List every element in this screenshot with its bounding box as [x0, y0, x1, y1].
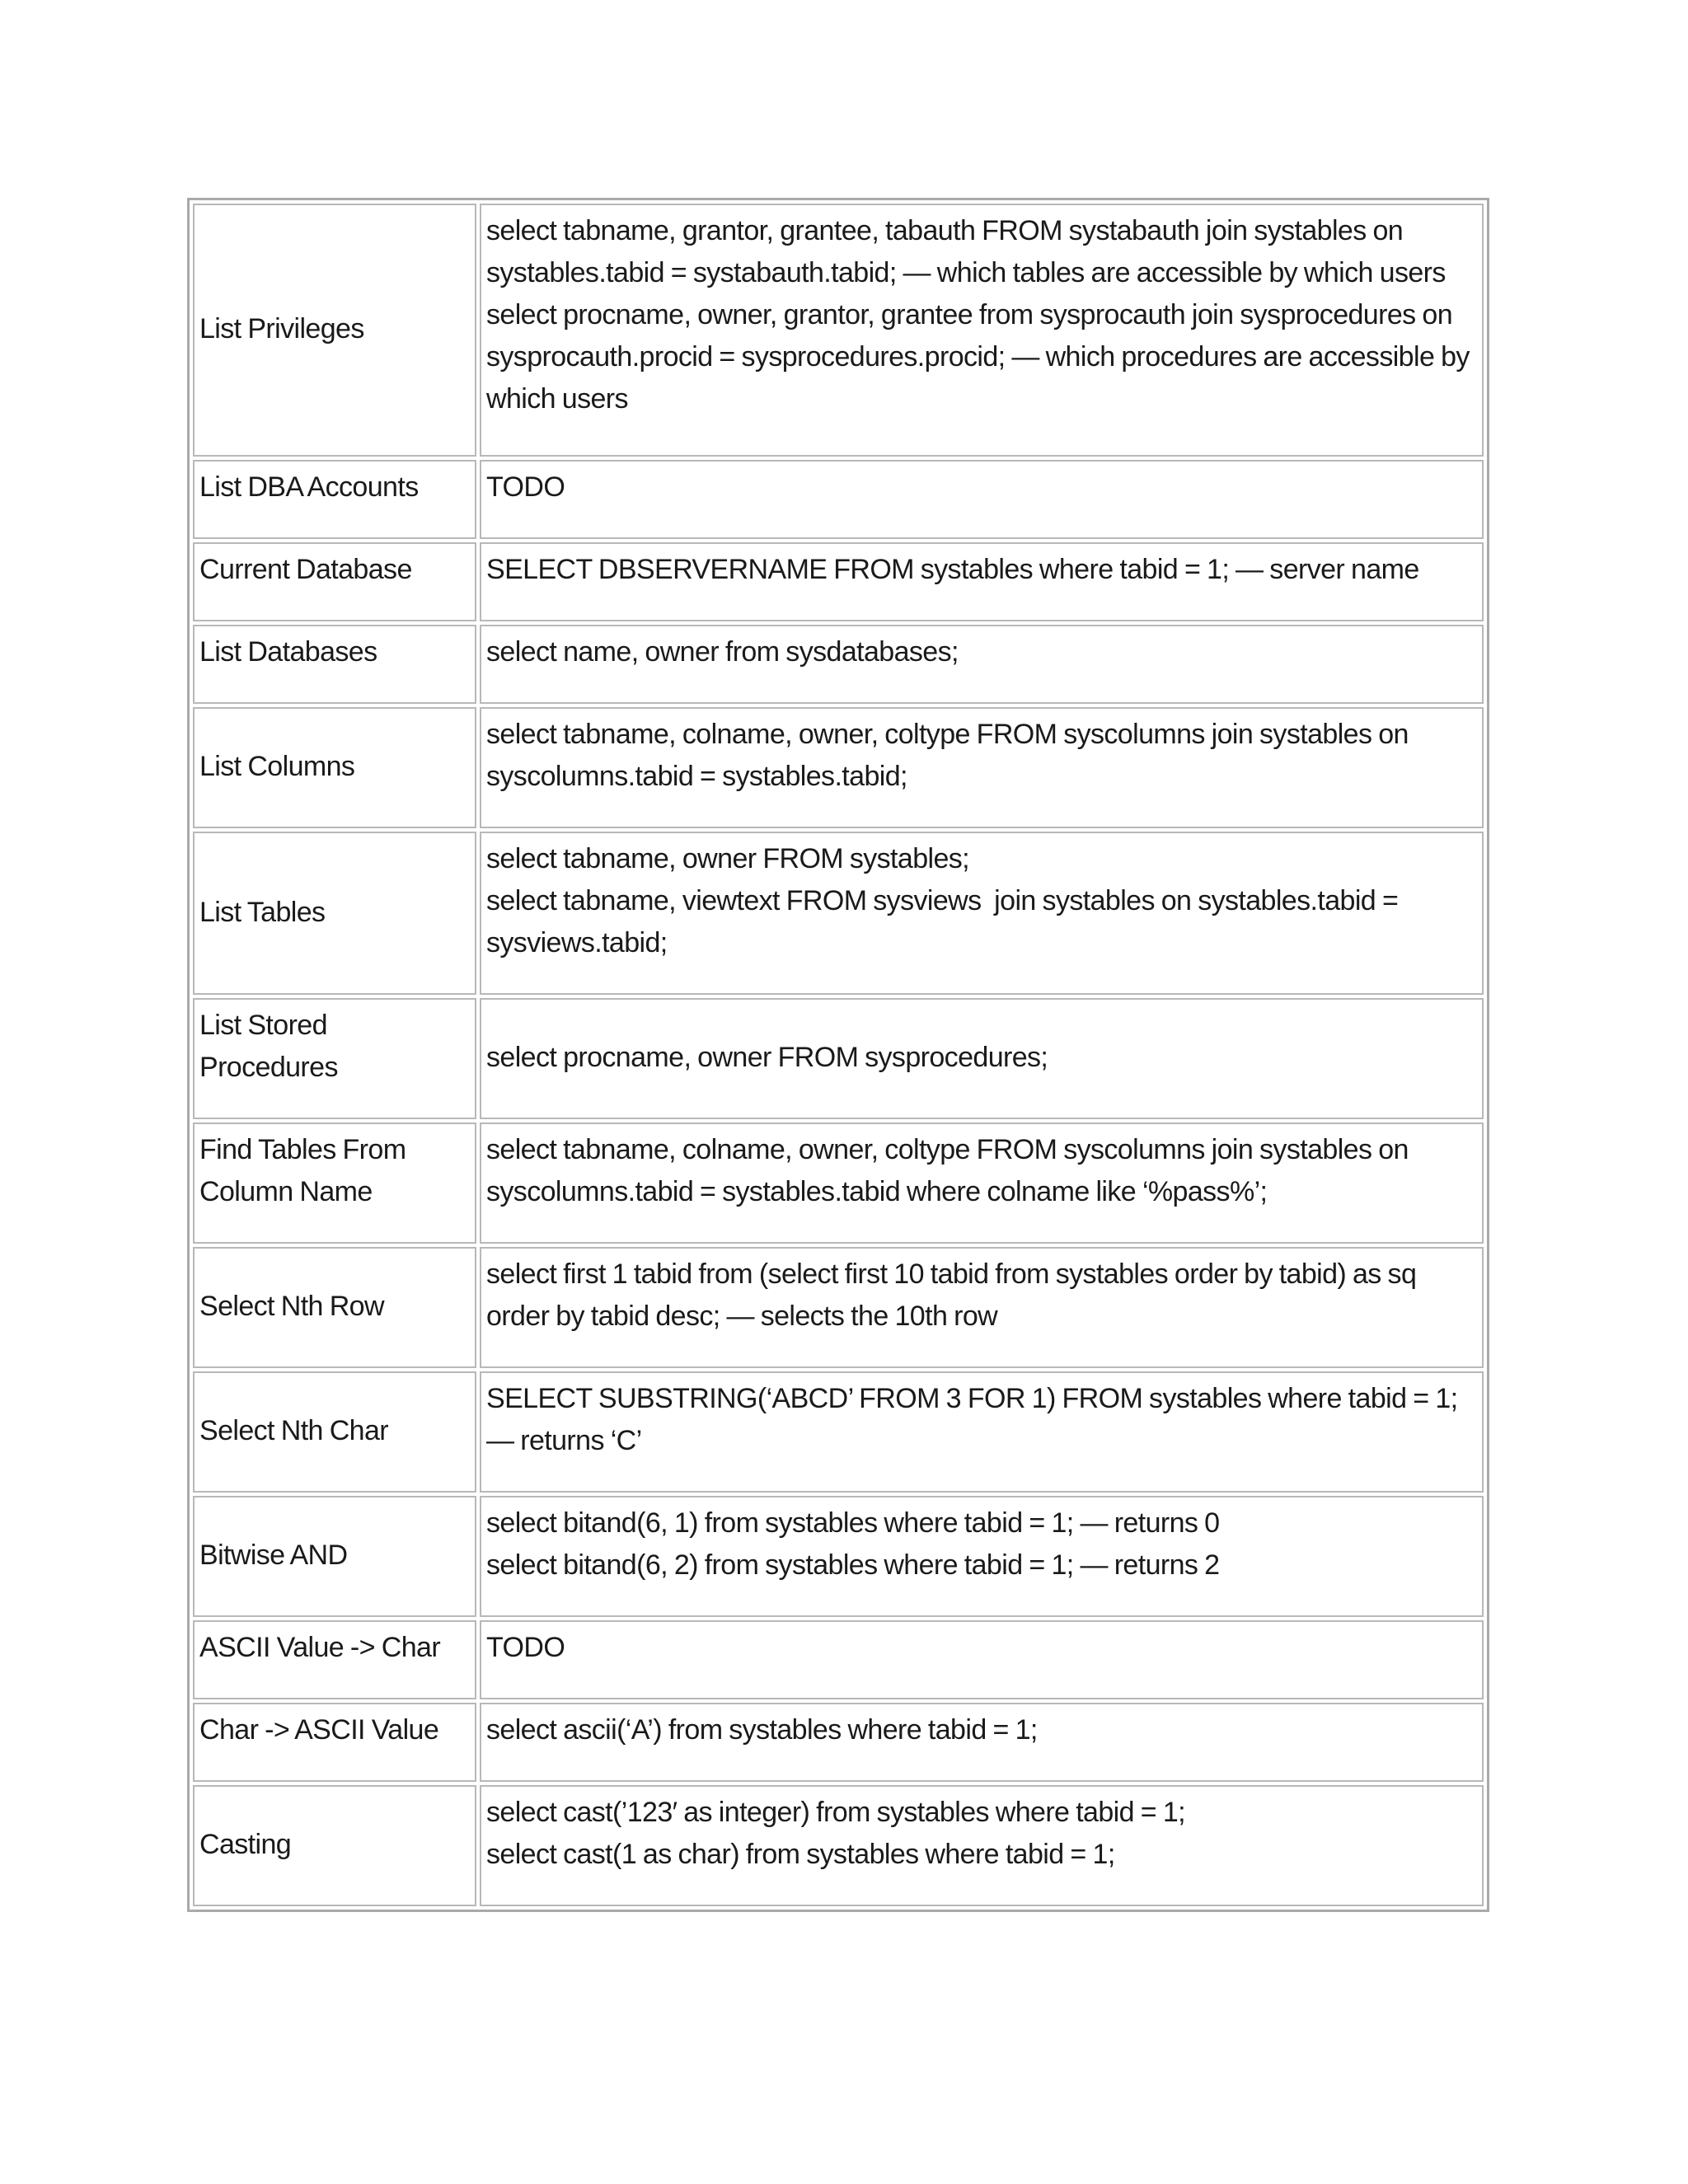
row-label: ASCII Value -> Char — [193, 1620, 476, 1699]
query-line: select tabname, viewtext FROM sysviews join systables on systables.tabid = sysviews.tabid; — [486, 885, 1405, 958]
table-row — [193, 832, 1484, 995]
table-row — [193, 1620, 1484, 1699]
row-query — [480, 707, 1484, 828]
query-line: select tabname, grantor, grantee, tabauth FROM systabauth join systables on systables.tabid = systabauth.tabid; — which tables are accessible by which users — [486, 215, 1446, 288]
row-query — [480, 460, 1484, 539]
table-row — [193, 707, 1484, 828]
row-label: Char -> ASCII Value — [193, 1703, 476, 1782]
row-label: List Stored Procedures — [193, 998, 476, 1119]
row-label: List Privileges — [193, 204, 476, 457]
row-query — [480, 1496, 1484, 1617]
row-label: Find Tables From Column Name — [193, 1122, 476, 1244]
row-query — [480, 204, 1484, 457]
row-query — [480, 625, 1484, 704]
row-label: Select Nth Row — [193, 1247, 476, 1368]
table-row — [193, 1496, 1484, 1617]
row-label: Current Database — [193, 542, 476, 621]
query-line: select cast(1 as char) from systables where tabid = 1; — [486, 1839, 1115, 1870]
query-line: select tabname, owner FROM systables; — [486, 843, 970, 874]
query-line: TODO — [486, 471, 565, 503]
cheat-sheet-table — [187, 198, 1489, 1912]
row-query — [480, 1703, 1484, 1782]
query-line: select procname, owner FROM sysprocedures; — [486, 1042, 1048, 1073]
row-label: Select Nth Char — [193, 1371, 476, 1493]
query-line: select cast(’123′ as integer) from systables where tabid = 1; — [486, 1797, 1186, 1828]
table-row — [193, 625, 1484, 704]
table-row — [193, 1247, 1484, 1368]
row-query — [480, 1785, 1484, 1906]
query-line: SELECT SUBSTRING(‘ABCD’ FROM 3 FOR 1) FROM systables where tabid = 1; — returns ‘C’ — [486, 1383, 1465, 1456]
row-query — [480, 1247, 1484, 1368]
row-label: Casting — [193, 1785, 476, 1906]
table-row — [193, 998, 1484, 1119]
query-line: TODO — [486, 1632, 565, 1663]
row-query — [480, 1122, 1484, 1244]
row-label: Bitwise AND — [193, 1496, 476, 1617]
table-row — [193, 460, 1484, 539]
table-row — [193, 1122, 1484, 1244]
table-row — [193, 1371, 1484, 1493]
table-row — [193, 1703, 1484, 1782]
row-label: List Columns — [193, 707, 476, 828]
table-row — [193, 204, 1484, 457]
row-query — [480, 998, 1484, 1119]
query-line: select name, owner from sysdatabases; — [486, 636, 959, 668]
row-query — [480, 542, 1484, 621]
row-label: List Databases — [193, 625, 476, 704]
query-line: select bitand(6, 2) from systables where tabid = 1; — returns 2 — [486, 1549, 1220, 1581]
query-line: SELECT DBSERVERNAME FROM systables where tabid = 1; — server name — [486, 554, 1419, 585]
table-row — [193, 542, 1484, 621]
table-row — [193, 1785, 1484, 1906]
query-line: select procname, owner, grantor, grantee from sysprocauth join sysprocedures on sysprocauth.procid = sysprocedures.procid; — which procedures are accessible by which users — [486, 299, 1476, 415]
query-line: select tabname, colname, owner, coltype FROM syscolumns join systables on syscolumns.tabid = systables.tabid; — [486, 719, 1415, 792]
query-line: select tabname, colname, owner, coltype FROM syscolumns join systables on syscolumns.tabid = systables.tabid where colname like ‘%pass%’; — [486, 1134, 1415, 1207]
query-line: select bitand(6, 1) from systables where tabid = 1; — returns 0 — [486, 1507, 1220, 1539]
query-line: select ascii(‘A’) from systables where tabid = 1; — [486, 1714, 1038, 1746]
row-label: List Tables — [193, 832, 476, 995]
row-query — [480, 1620, 1484, 1699]
row-query — [480, 1371, 1484, 1493]
row-query — [480, 832, 1484, 995]
row-label: List DBA Accounts — [193, 460, 476, 539]
query-line: select first 1 tabid from (select first 10 tabid from systables order by tabid) as sq order by tabid desc; — selects the 10th row — [486, 1258, 1423, 1332]
